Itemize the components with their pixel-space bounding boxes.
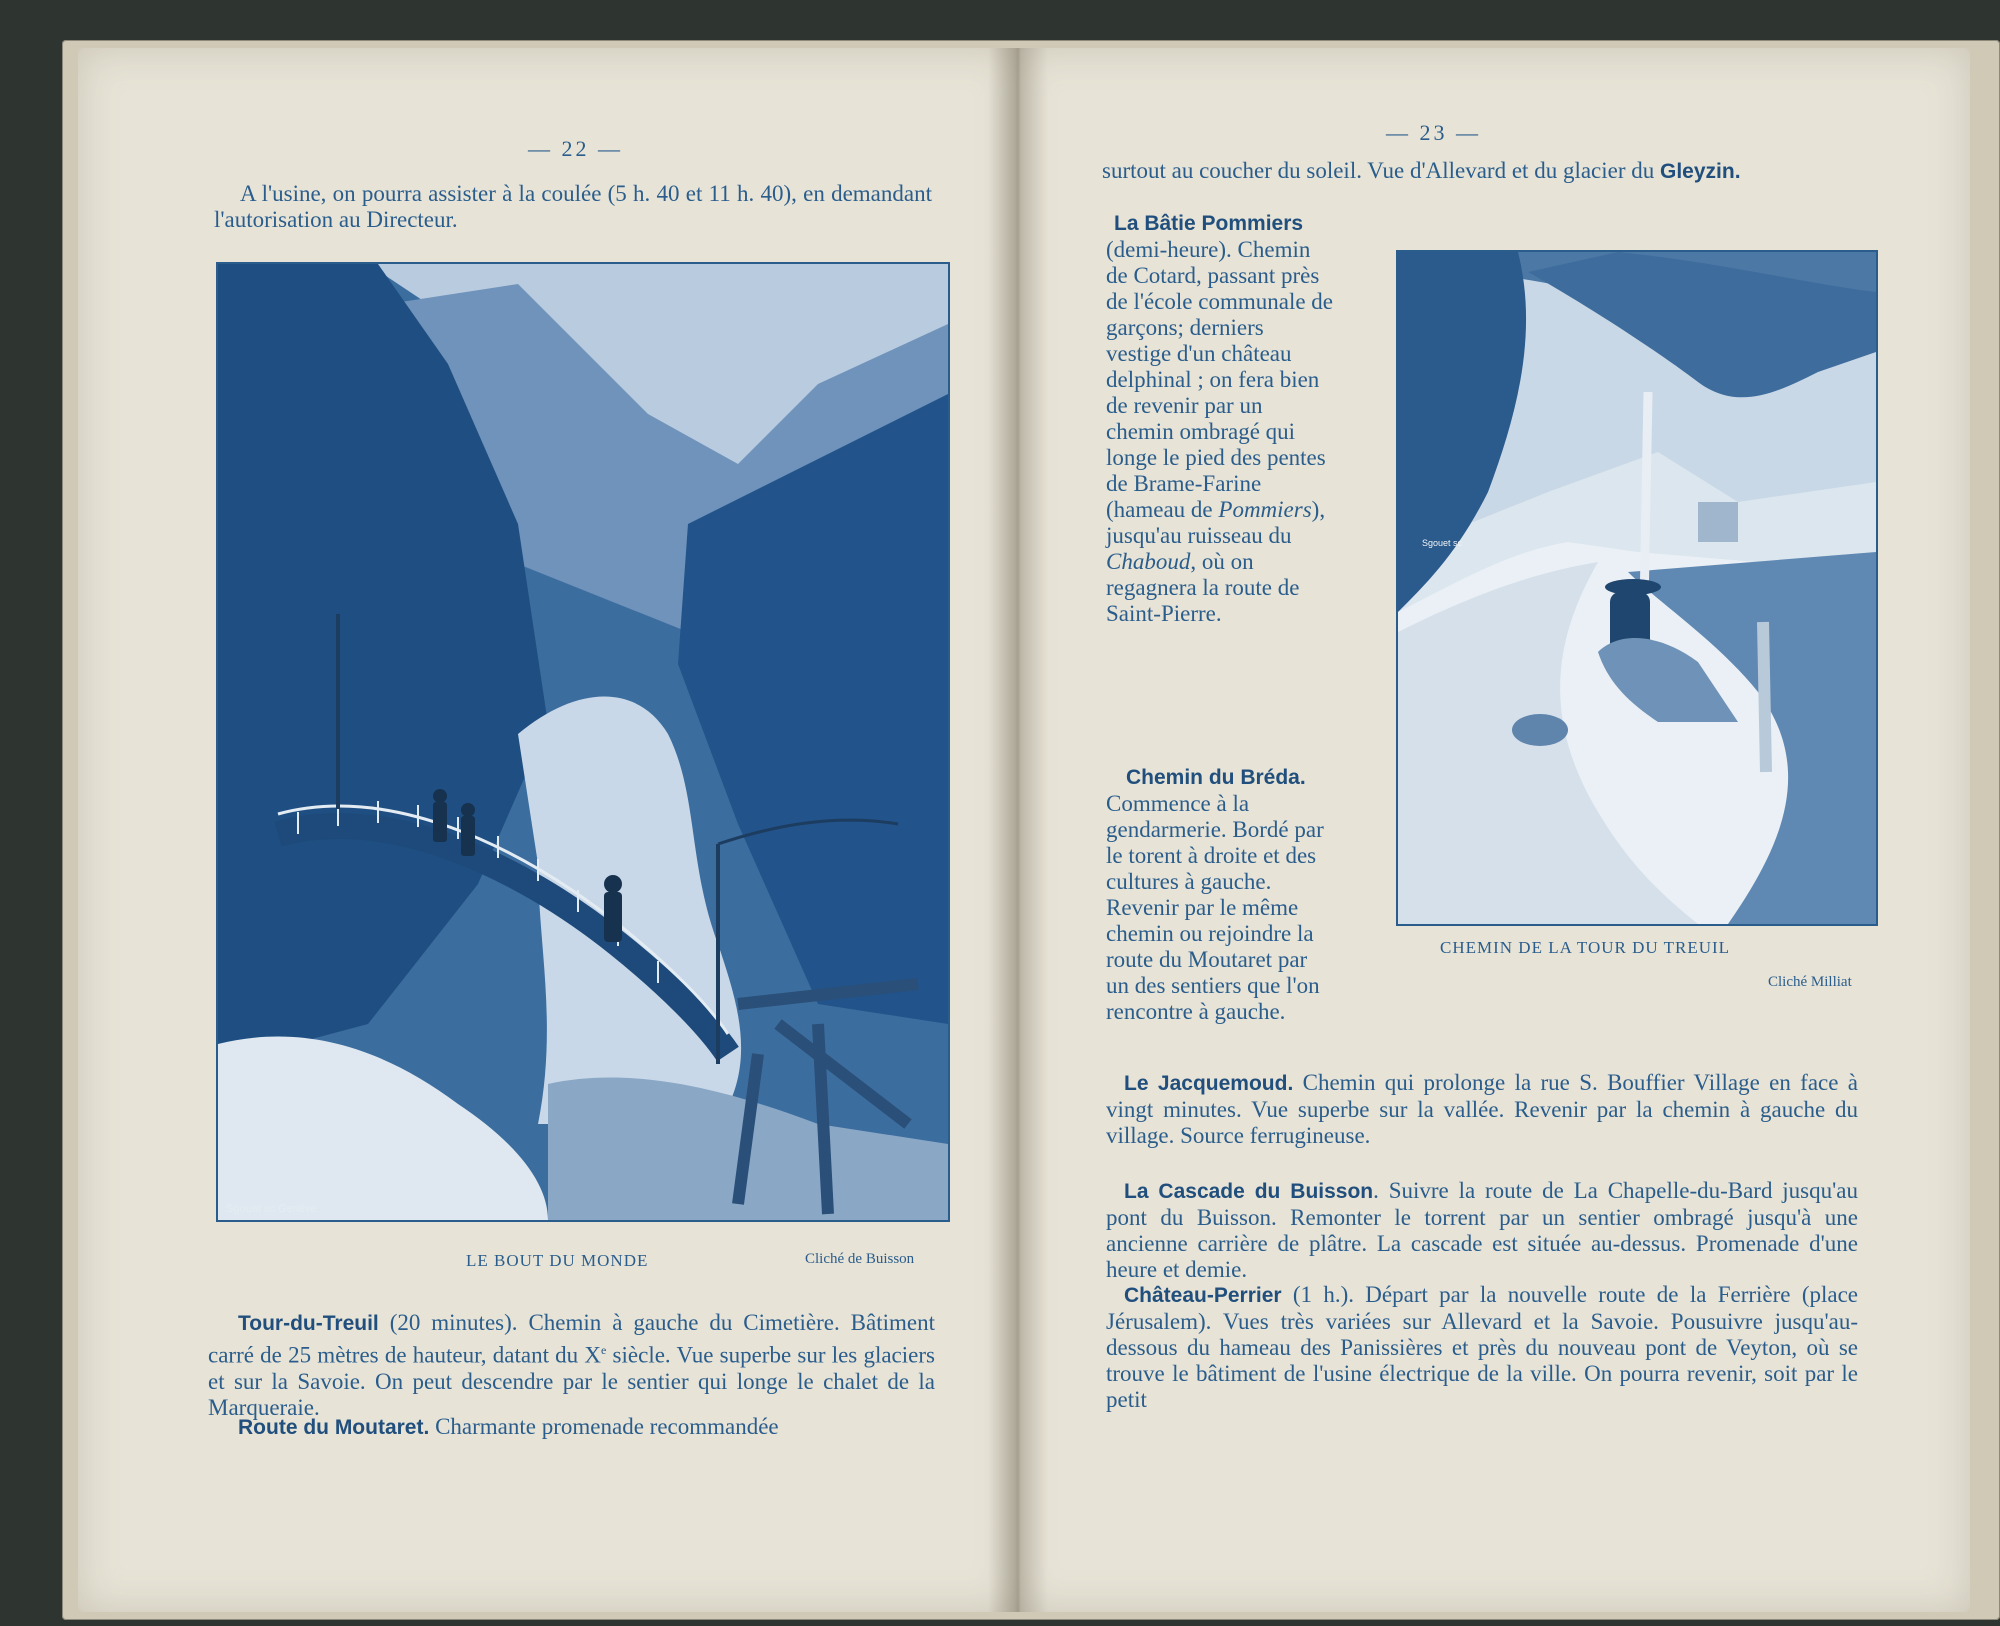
batie-text-3: , où on regagnera la route de Saint-Pierre. [1106,549,1300,626]
batie-pommiers-paragraph [1106,210,1334,627]
photo-caption-right: CHEMIN DE LA TOUR DU TREUIL [1440,938,1731,957]
left-page [78,48,1016,1612]
intro-text: A l'usine, on pourra assister à la coulée (5 h. 40 et 11 h. 40), en demandant l'autorisation au Directeur. [214,181,932,232]
batie-text-1: (demi-heure). Chemin de Cotard, passant près de l'école communale de garçons; derniers vestige d'un château delphinal ; on fera bien de revenir par un chemin ombragé qui longe le pied des pentes de Brame-Farine (hameau de [1106,237,1334,522]
jacquemoud-paragraph [1106,1070,1858,1149]
chemin-du-breda-text: Commence à la gendarmerie. Bordé par le torent à droite et des cultures à gauche. Revenir par le même chemin ou rejoindre la route du Moutaret par un des sentiers que l'on rencontre à gauche. [1106,791,1324,1024]
photo-caption-left: LE BOUT DU MONDE [466,1251,649,1270]
route-du-moutaret-heading: Route du Moutaret. [238,1416,430,1439]
chateau-perrier-heading: Château-Perrier [1124,1284,1282,1307]
chateau-perrier-paragraph [1106,1282,1858,1413]
tour-du-treuil-text: (20 minutes). Chemin à gauche du Cimetière. Bâtiment carré de 25 mètres de hauteur, datant du X [208,1310,935,1368]
chateau-perrier-text: (1 h.). Départ par la nouvelle route de la Ferrière (place Jérusalem). Vues très variées sur Allevard et la Savoie. Pousuivre jusqu'au-dessous du hameau des Panissières et près du nouveau pont de Veyton, où se trouve le bâtiment de l'usine électrique de la ville. On pourra revenir, soit par le petit [1106,1282,1858,1412]
route-du-moutaret-paragraph [208,1414,935,1441]
continuation-paragraph [1102,158,1830,185]
jacquemoud-heading: Le Jacquemoud. [1124,1072,1294,1095]
continuation-text: surtout au coucher du soleil. Vue d'Allevard et du glacier du [1102,158,1655,183]
cascade-paragraph [1106,1178,1858,1283]
batie-text-2: ), jusqu'au ruisseau du [1106,497,1326,548]
batie-italic-pommiers: Pommiers [1218,497,1312,522]
cascade-text: . Suivre la route de La Chapelle-du-Bard jusqu'au pont du Buisson. Remonter le torrent par un sentier ombragé jusqu'à une ancienne carrière de plâtre. La cascade est située au-dessus. Promenade d'une heure et demie. [1106,1178,1858,1282]
tour-du-treuil-heading: Tour-du-Treuil [238,1312,379,1335]
route-du-moutaret-text: Charmante promenade recommandée [429,1414,779,1439]
photo-credit-right: Cliché Milliat [1768,974,1852,990]
cascade-heading: La Cascade du Buisson [1124,1180,1374,1203]
batie-pommiers-heading: La Bâtie Pommiers [1114,212,1304,235]
photo-bout-du-monde [216,262,950,1222]
bout-du-monde-illustration [218,264,948,1220]
photo-chemin-tour-du-treuil [1396,250,1878,926]
batie-italic-chaboud: Chaboud [1106,549,1191,574]
page-number-23: — 23 — [1386,120,1481,145]
book-spread [50,40,1960,1620]
photo-credit-left: Cliché de Buisson [805,1251,915,1267]
right-page [1016,48,1970,1612]
tour-du-treuil-text2: siècle. Vue superbe sur les glaciers et sur la Savoie. On peut descendre par le sentier qui longe le chalet de la Marqueraie. [208,1342,935,1420]
chemin-du-breda-heading: Chemin du Bréda. [1126,766,1306,789]
photo-signature-left: Sgouet sc Genève [226,1203,317,1215]
book-gutter [988,48,1048,1612]
intro-paragraph [214,181,932,233]
photo-signature-right: Sgouet sc [1422,538,1463,548]
tour-century-sup: e [601,1343,607,1357]
gleyzin-bold: Gleyzin. [1660,160,1741,183]
chemin-du-breda-paragraph [1106,764,1334,1025]
jacquemoud-text: Chemin qui prolonge la rue S. Bouffier Village en face à vingt minutes. Vue superbe sur la vallée. Revenir par la chemin à gauche du village. Source ferrugineuse. [1106,1070,1859,1148]
chemin-tour-illustration [1398,252,1876,924]
tour-du-treuil-paragraph [208,1310,935,1421]
page-number-22: — 22 — [528,136,623,161]
